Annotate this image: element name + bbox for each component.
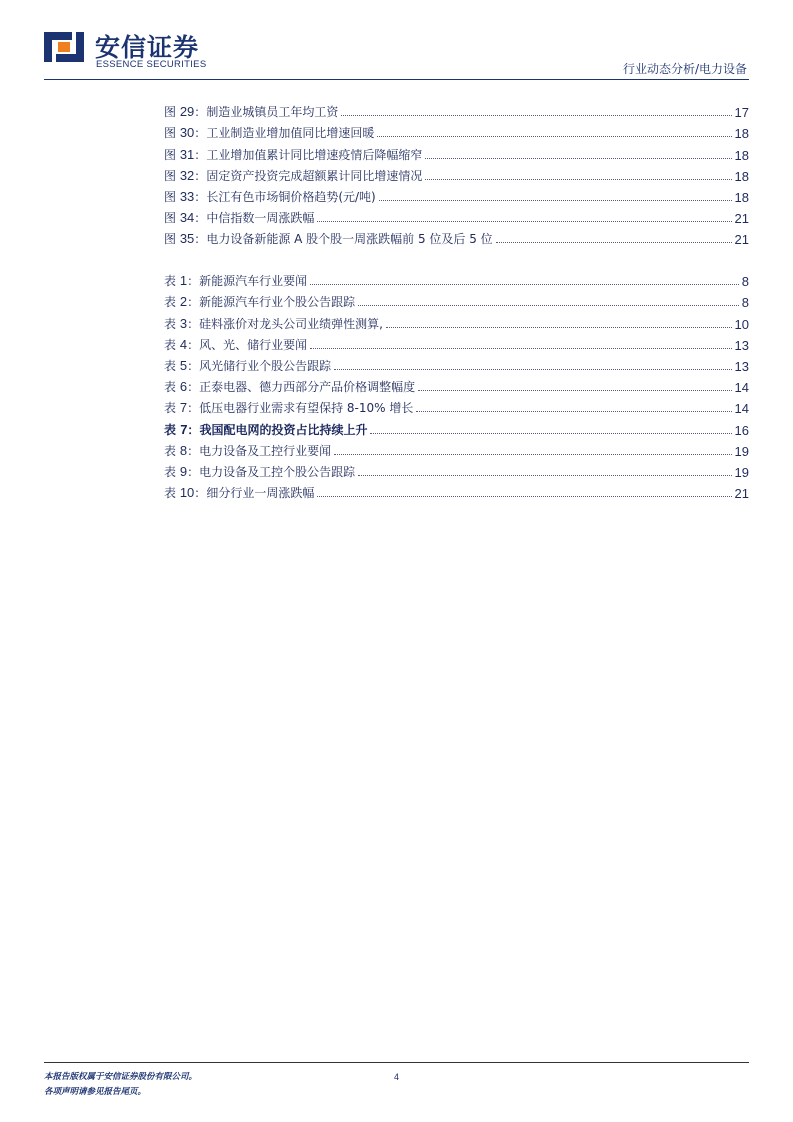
toc-page-number: 8 (741, 295, 749, 311)
toc-leader-dots (310, 348, 731, 349)
toc-leader-dots (377, 136, 731, 137)
toc-leader-dots (416, 411, 731, 412)
brand-name-en: ESSENCE SECURITIES (96, 59, 207, 70)
footer-divider (44, 1062, 749, 1063)
toc-leader-dots (496, 242, 732, 243)
toc-entry-label: 图 35：电力设备新能源 A 股个股一周涨跌幅前 5 位及后 5 位 (164, 231, 493, 247)
figure-list (164, 99, 749, 247)
toc-entry-figure[interactable] (164, 141, 749, 162)
toc-leader-dots (317, 221, 731, 222)
toc-entry-label: 图 33：长江有色市场铜价格趋势(元/吨) (164, 188, 376, 204)
page-number: 4 (393, 1072, 399, 1082)
toc-entry-figure[interactable] (164, 99, 749, 120)
toc-page-number: 21 (734, 486, 749, 502)
toc-entry-label: 表 1：新能源汽车行业要闻 (164, 273, 308, 289)
page-header (0, 0, 793, 80)
toc-leader-dots (358, 475, 731, 476)
toc-leader-dots (386, 327, 732, 328)
copyright-notice: 本报告版权属于安信证券股份有限公司。 (44, 1072, 198, 1082)
toc-entry-label: 表 6：正泰电器、德力西部分产品价格调整幅度 (164, 379, 416, 395)
toc-entry-figure[interactable] (164, 226, 749, 247)
toc-entry-figure[interactable] (164, 184, 749, 205)
toc-entry-label: 表 8：电力设备及工控行业要闻 (164, 442, 332, 458)
toc-entry-label: 表 4：风、光、储行业要闻 (164, 336, 308, 352)
toc-entry-table[interactable] (164, 353, 749, 374)
toc-entry-label: 表 7：低压电器行业需求有望保持 8-10% 增长 (164, 400, 414, 416)
toc-entry-label: 表 2：新能源汽车行业个股公告跟踪 (164, 294, 356, 310)
toc-entry-label: 表 9：电力设备及工控个股公告跟踪 (164, 463, 356, 479)
toc-page-number: 19 (734, 443, 749, 459)
toc-page-number: 13 (734, 337, 749, 353)
toc-page-number: 18 (734, 147, 749, 163)
toc-page-number: 13 (734, 358, 749, 374)
toc-entry-label: 图 31：工业增加值累计同比增速疫情后降幅缩窄 (164, 146, 423, 162)
toc-entry-label: 图 32：固定资产投资完成超额累计同比增速情况 (164, 167, 423, 183)
toc-entry-figure[interactable] (164, 120, 749, 141)
toc-page-number: 8 (741, 274, 749, 290)
toc-entry-table[interactable] (164, 459, 749, 480)
toc-leader-dots (334, 454, 731, 455)
toc-entry-label: 表 7：我国配电网的投资占比持续上升 (164, 421, 368, 437)
toc-page-number: 14 (734, 401, 749, 417)
toc-entry-label: 图 29：制造业城镇员工年均工资 (164, 104, 339, 120)
toc-entry-table[interactable] (164, 438, 749, 459)
toc-page-number: 18 (734, 189, 749, 205)
toc-entry-table[interactable] (164, 289, 749, 310)
essence-logo-icon (44, 26, 84, 68)
toc-page-number: 10 (734, 316, 749, 332)
toc-entry-table[interactable] (164, 374, 749, 395)
toc-page-number: 14 (734, 380, 749, 396)
toc-entry-label: 表 3：硅料涨价对龙头公司业绩弹性测算, (164, 315, 383, 331)
toc-leader-dots (425, 158, 731, 159)
toc-entry-table[interactable] (164, 332, 749, 353)
brand-name-cn: 安信证券 (95, 33, 200, 62)
toc-page-number: 18 (734, 168, 749, 184)
toc-entry-figure[interactable] (164, 163, 749, 184)
toc-entry-label: 表 5：风光储行业个股公告跟踪 (164, 357, 332, 373)
toc-leader-dots (334, 369, 731, 370)
document-category: 行业动态分析/电力设备 (622, 62, 747, 76)
toc-entry-table[interactable] (164, 480, 749, 501)
toc-entry-label: 图 34：中信指数一周涨跌幅 (164, 210, 315, 226)
header-divider (44, 79, 749, 80)
toc-leader-dots (317, 496, 731, 497)
toc-page-number: 21 (734, 211, 749, 227)
toc-leader-dots (341, 115, 731, 116)
toc-entry-figure[interactable] (164, 205, 749, 226)
toc-leader-dots (358, 305, 739, 306)
disclaimer-notice: 各项声明请参见报告尾页。 (44, 1087, 147, 1097)
toc-leader-dots (379, 200, 732, 201)
toc-entry-table-highlighted[interactable] (164, 416, 749, 437)
toc-entry-label: 表 10：细分行业一周涨跌幅 (164, 485, 315, 501)
toc-page-number: 18 (734, 126, 749, 142)
toc-page-number: 21 (734, 232, 749, 248)
toc-page-number: 16 (734, 422, 749, 438)
toc-entry-label: 图 30：工业制造业增加值同比增速回暖 (164, 125, 375, 141)
toc-entry-table[interactable] (164, 268, 749, 289)
toc-leader-dots (418, 390, 731, 391)
toc-entry-table[interactable] (164, 310, 749, 331)
toc-entry-table[interactable] (164, 395, 749, 416)
toc-page-number: 17 (734, 105, 749, 121)
toc-page-number: 19 (734, 464, 749, 480)
toc-leader-dots (370, 433, 731, 434)
table-list (164, 268, 749, 501)
toc-leader-dots (310, 284, 739, 285)
toc-leader-dots (425, 179, 731, 180)
